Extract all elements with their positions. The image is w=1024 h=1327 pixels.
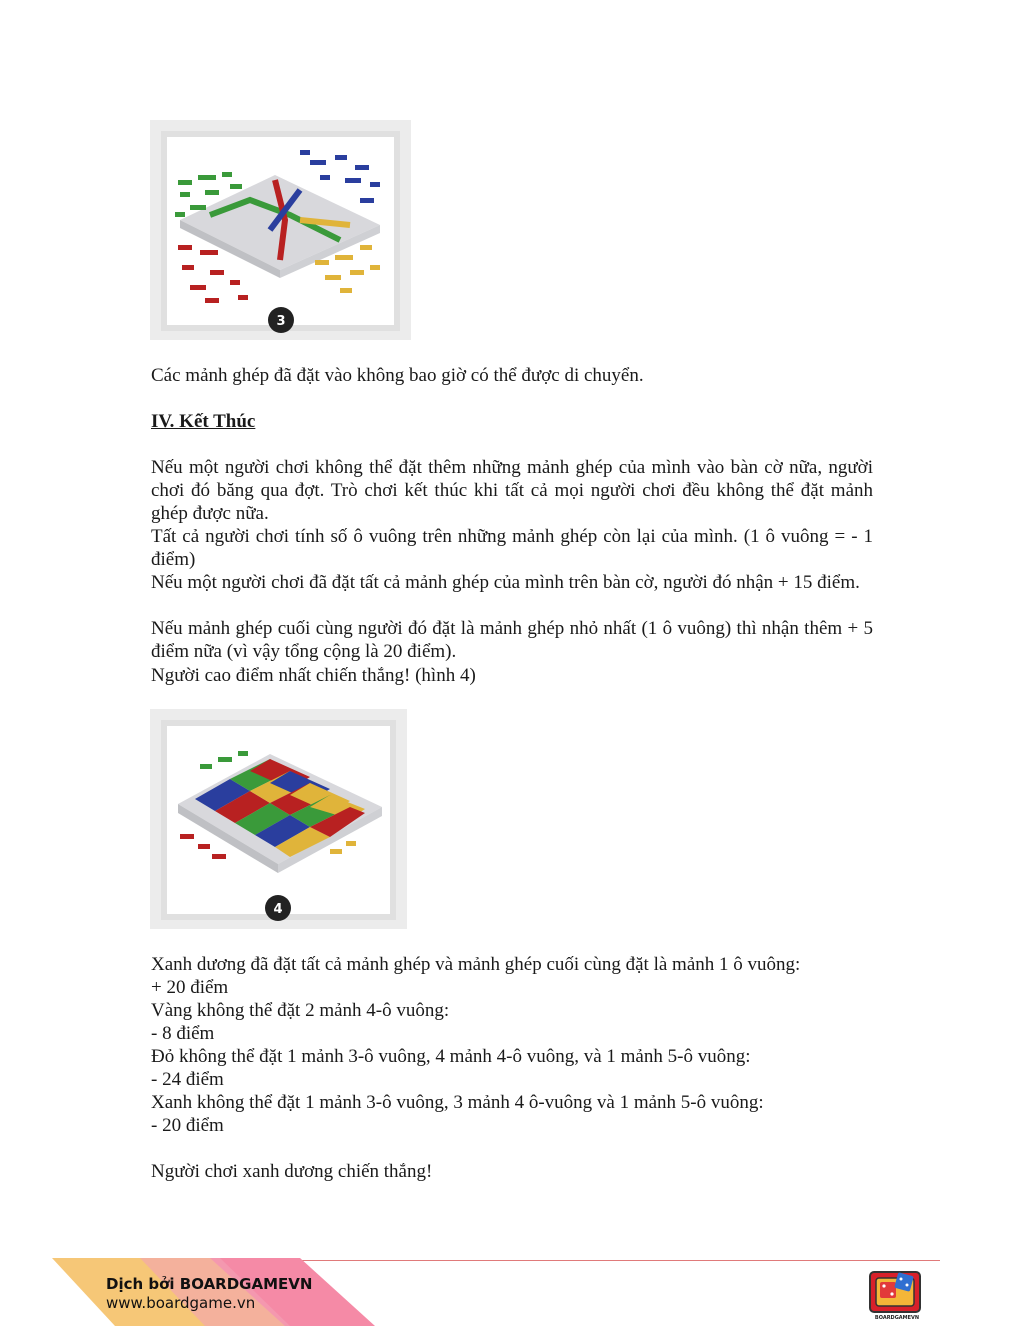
section-paragraph-3: Nếu một người chơi đã đặt tất cả mảnh ghép của mình trên bàn cờ, người đó nhận + 15 điểm. (151, 572, 860, 593)
figure-3-badge: 3 (276, 314, 286, 329)
intro-line: Các mảnh ghép đã đặt vào không bao giờ có thể được di chuyển. (151, 365, 644, 386)
results-list (151, 953, 873, 1137)
result-line: + 20 điểm (151, 977, 229, 998)
footer-url[interactable]: www.boardgame.vn (106, 1294, 256, 1312)
winner-line: Người chơi xanh dương chiến thắng! (151, 1161, 433, 1182)
figure-4-badge: 4 (273, 902, 283, 917)
result-line: Đỏ không thể đặt 1 mảnh 3-ô vuông, 4 mảnh 4-ô vuông, và 1 mảnh 5-ô vuông: (151, 1046, 751, 1067)
result-line: - 20 điểm (151, 1115, 224, 1136)
result-line: - 8 điểm (151, 1023, 215, 1044)
section-heading: IV. Kết Thúc (151, 411, 256, 432)
figure-3-image (150, 120, 411, 340)
section-paragraph-5: Người cao điểm nhất chiến thắng! (hình 4) (151, 665, 476, 686)
section-paragraph-2: Tất cả người chơi tính số ô vuông trên những mảnh ghép còn lại của mình. (1 ô vuông = - 1 điểm) (151, 526, 873, 570)
result-line: - 24 điểm (151, 1069, 224, 1090)
footer-title: Dịch bởi BOARDGAMEVN (106, 1275, 313, 1293)
result-line: Xanh dương đã đặt tất cả mảnh ghép và mảnh ghép cuối cùng đặt là mảnh 1 ô vuông: (151, 954, 801, 975)
figure-4-image (150, 709, 407, 929)
section-paragraph-4: Nếu mảnh ghép cuối cùng người đó đặt là mảnh ghép nhỏ nhất (1 ô vuông) thì nhận thêm + 5 điểm nữa (vì vậy tổng cộng là 20 điểm). (151, 618, 873, 662)
result-line: Vàng không thể đặt 2 mảnh 4-ô vuông: (151, 1000, 450, 1021)
result-line: Xanh không thể đặt 1 mảnh 3-ô vuông, 3 mảnh 4 ô-vuông và 1 mảnh 5-ô vuông: (151, 1092, 764, 1113)
boardgamevn-logo (866, 1266, 928, 1322)
section-paragraph-1: Nếu một người chơi không thể đặt thêm những mảnh ghép của mình vào bàn cờ nữa, người chơi đó băng qua đợt. Trò chơi kết thúc khi tất cả mọi người chơi đều không thể đặt mảnh ghép được nữa. (151, 457, 873, 524)
logo-text: BOARDGAMEVN (874, 1315, 920, 1321)
